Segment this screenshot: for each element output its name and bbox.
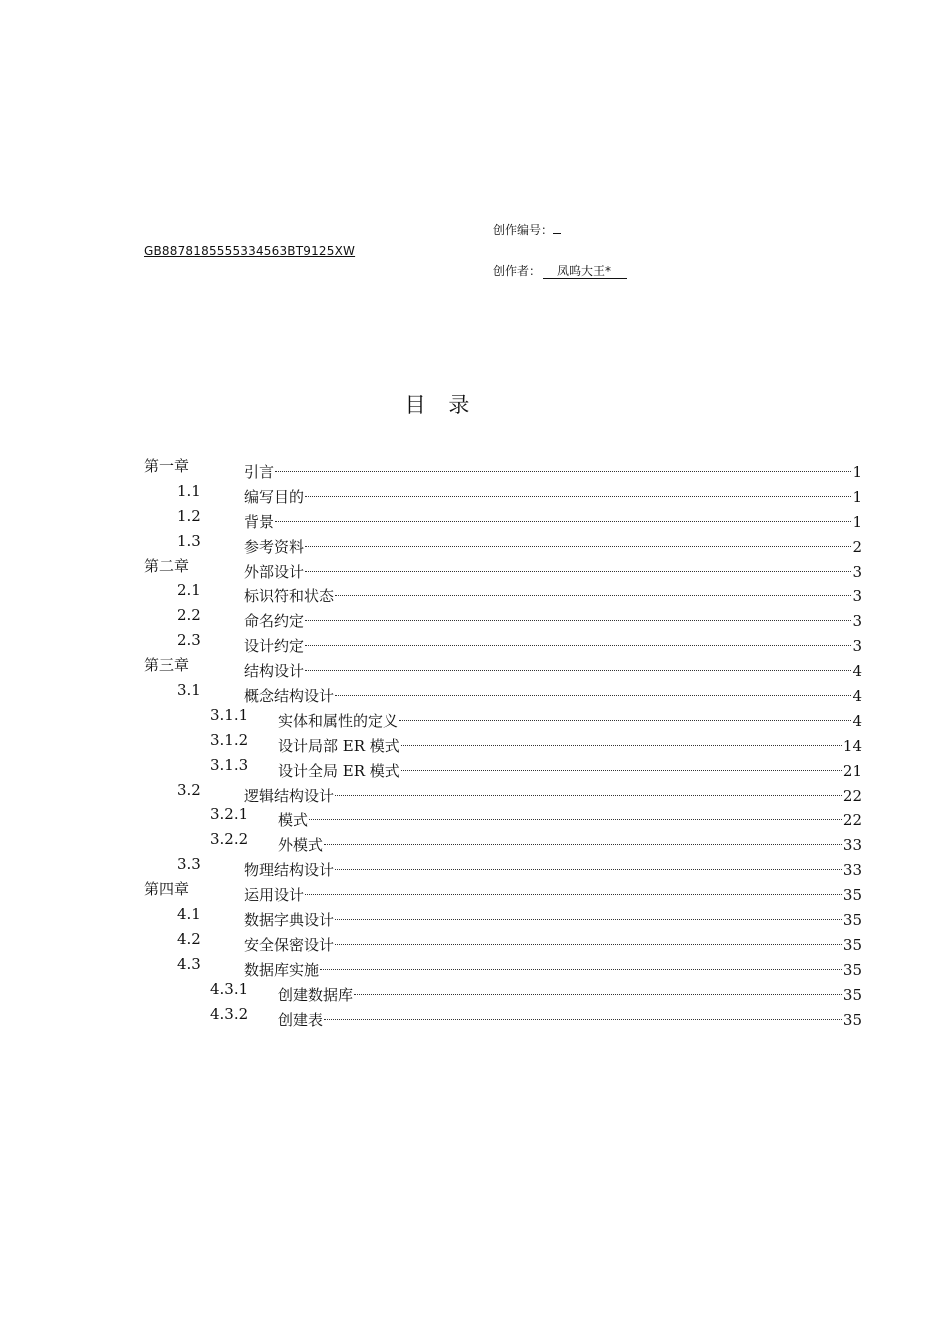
toc-entry-leader [278,828,862,856]
toc-dot-leader [335,679,851,701]
toc-entry[interactable] [0,530,950,555]
toc-entry-page-number: 4 [852,711,862,730]
toc-entry-page-number: 3 [852,562,862,581]
toc-entry-title[interactable]: 安全保密设计 [244,935,335,954]
toc-entry-leader [278,704,862,732]
toc-entry-title[interactable]: 数据字典设计 [244,911,335,930]
toc-entry-title[interactable]: 背景 [244,512,275,531]
toc-dot-leader [275,455,851,477]
toc-entry-page-number: 14 [842,736,862,755]
toc-entry-number: 2.3 [177,631,201,650]
toc-entry-page-number: 35 [842,1010,862,1029]
toc-entry-title[interactable]: 数据库实施 [244,960,320,979]
toc-entry-leader [244,555,862,583]
toc-entry-leader [244,779,862,807]
toc-title: 目 录 [404,393,478,417]
toc-entry-number: 3.1.2 [210,730,249,749]
toc-entry-leader [278,729,862,757]
toc-entry-number: 3.3 [177,855,201,874]
toc-dot-leader [335,579,851,601]
toc-entry-leader [278,754,862,782]
toc-entry[interactable] [0,828,950,853]
toc-entry[interactable] [0,803,950,828]
toc-entry-page-number: 35 [842,886,862,905]
toc-dot-leader [305,480,851,502]
toc-entry-number: 2.2 [177,606,201,625]
toc-dot-leader [335,928,842,950]
toc-entry-number: 1.3 [177,531,201,550]
toc-entry-page-number: 1 [852,487,862,506]
toc-dot-leader [305,878,842,900]
toc-entry-number: 4.3.1 [210,979,249,998]
toc-entry-number: 第四章 [144,880,190,899]
toc-entry-title[interactable]: 设计局部 ER 模式 [278,736,400,755]
toc-entry-leader [244,654,862,682]
toc-entry-title[interactable]: 编写目的 [244,487,305,506]
toc-entry-title[interactable]: 创建表 [278,1010,324,1029]
author-value: 凤呜大王* [543,264,627,279]
toc-entry-number: 3.2.1 [210,805,249,824]
toc-entry-leader [244,629,862,657]
toc-entry-leader [244,928,862,956]
toc-entry-leader [244,480,862,508]
toc-dot-leader [275,505,851,527]
toc-entry-page-number: 3 [852,587,862,606]
toc-entry-page-number: 35 [842,960,862,979]
toc-entry-number: 1.2 [177,506,201,525]
toc-entry-page-number: 4 [852,662,862,681]
toc-entry-title[interactable]: 标识符和状态 [244,587,335,606]
toc-dot-leader [320,953,842,975]
toc-entry-title[interactable]: 命名约定 [244,612,305,631]
toc-entry-title[interactable]: 概念结构设计 [244,687,335,706]
toc-entry-title[interactable]: 外模式 [278,836,324,855]
toc-entry-title[interactable]: 运用设计 [244,886,305,905]
toc-entry-page-number: 22 [842,786,862,805]
toc-entry[interactable] [0,604,950,629]
toc-dot-leader [309,803,842,825]
toc-entry-leader [244,530,862,558]
toc-dot-leader [324,828,842,850]
document-code: GB8878185555334563BT9125XW [144,244,356,258]
toc-entry[interactable] [0,928,950,953]
toc-dot-leader [354,978,842,1000]
toc-entry[interactable] [0,679,950,704]
toc-entry-number: 4.3.2 [210,1004,249,1023]
toc-entry-title[interactable]: 设计约定 [244,637,305,656]
toc-entry-page-number: 33 [842,861,862,880]
toc-entry-number: 4.2 [177,929,201,948]
author-row [493,263,627,279]
toc-entry-title[interactable]: 实体和属性的定义 [278,711,399,730]
toc-entry[interactable] [0,629,950,654]
toc-dot-leader [305,629,851,651]
toc-entry-leader [244,679,862,707]
toc-dot-leader [401,754,842,776]
toc-entry[interactable] [0,853,950,878]
toc-entry[interactable] [0,505,950,530]
toc-entry[interactable] [0,1003,950,1028]
toc-dot-leader [305,604,851,626]
toc-entry-leader [278,1003,862,1031]
toc-entry-leader [244,953,862,981]
creation-number-label: 创作编号： [493,223,554,237]
toc-entry-page-number: 22 [842,811,862,830]
toc-entry[interactable] [0,903,950,928]
toc-entry-number: 3.1.1 [210,705,249,724]
toc-entry-leader [244,579,862,607]
toc-entry-title[interactable]: 外部设计 [244,562,305,581]
toc-entry-page-number: 3 [852,612,862,631]
toc-entry[interactable] [0,704,950,729]
toc-entry[interactable] [0,978,950,1003]
toc-entry[interactable] [0,754,950,779]
toc-entry-title[interactable]: 结构设计 [244,662,305,681]
toc-entry-title[interactable]: 模式 [278,811,309,830]
toc-entry-title[interactable]: 物理结构设计 [244,861,335,880]
toc-entry-page-number: 4 [852,687,862,706]
toc-entry[interactable] [0,878,950,903]
toc-entry-number: 3.1.3 [210,755,249,774]
toc-entry-page-number: 35 [842,985,862,1004]
toc-dot-leader [335,853,842,875]
toc-entry[interactable] [0,455,950,480]
toc-entry-page-number: 33 [842,836,862,855]
toc-entry-leader [244,604,862,632]
creation-number-value [553,233,561,234]
toc-entry-leader [244,455,862,483]
toc-entry-leader [278,978,862,1006]
toc-entry-number: 3.2.2 [210,830,249,849]
toc-entry-number: 2.1 [177,581,201,600]
toc-entry-number: 3.1 [177,681,201,700]
toc-dot-leader [399,704,851,726]
toc-entry[interactable] [0,953,950,978]
toc-entry-title[interactable]: 设计全局 ER 模式 [278,761,400,780]
toc-entry[interactable] [0,729,950,754]
toc-entry-leader [244,853,862,881]
toc-dot-leader [324,1003,842,1025]
toc-entry[interactable] [0,555,950,580]
toc-entry-leader [278,803,862,831]
toc-entry-leader [244,505,862,533]
toc-entry-title[interactable]: 创建数据库 [278,985,354,1004]
author-label: 创作者： [493,264,542,278]
toc-entry-page-number: 35 [842,935,862,954]
toc-entry-page-number: 21 [842,761,862,780]
toc-entry-number: 1.1 [177,481,201,500]
toc-dot-leader [305,654,851,676]
toc-entry-number: 第二章 [144,556,190,575]
table-of-contents [0,455,950,1027]
toc-entry-page-number: 3 [852,637,862,656]
toc-entry[interactable] [0,779,950,804]
toc-entry[interactable] [0,654,950,679]
toc-entry-number: 第三章 [144,656,190,675]
toc-entry-leader [244,878,862,906]
toc-entry-page-number: 1 [852,512,862,531]
toc-entry-number: 3.2 [177,780,201,799]
toc-entry[interactable] [0,480,950,505]
toc-entry-page-number: 1 [852,463,862,481]
toc-dot-leader [335,903,842,925]
toc-dot-leader [401,729,842,751]
toc-entry-number: 第一章 [144,457,190,475]
toc-entry-page-number: 2 [852,537,862,556]
toc-entry-title[interactable]: 逻辑结构设计 [244,786,335,805]
toc-dot-leader [305,555,851,577]
toc-entry-leader [244,903,862,931]
toc-entry-page-number: 35 [842,911,862,930]
toc-dot-leader [305,530,851,552]
creation-number-row [493,222,561,238]
toc-entry-title[interactable]: 引言 [244,463,275,481]
toc-dot-leader [335,779,842,801]
toc-entry-number: 4.3 [177,954,201,973]
toc-entry-title[interactable]: 参考资料 [244,537,305,556]
toc-entry[interactable] [0,579,950,604]
toc-entry-number: 4.1 [177,905,201,924]
